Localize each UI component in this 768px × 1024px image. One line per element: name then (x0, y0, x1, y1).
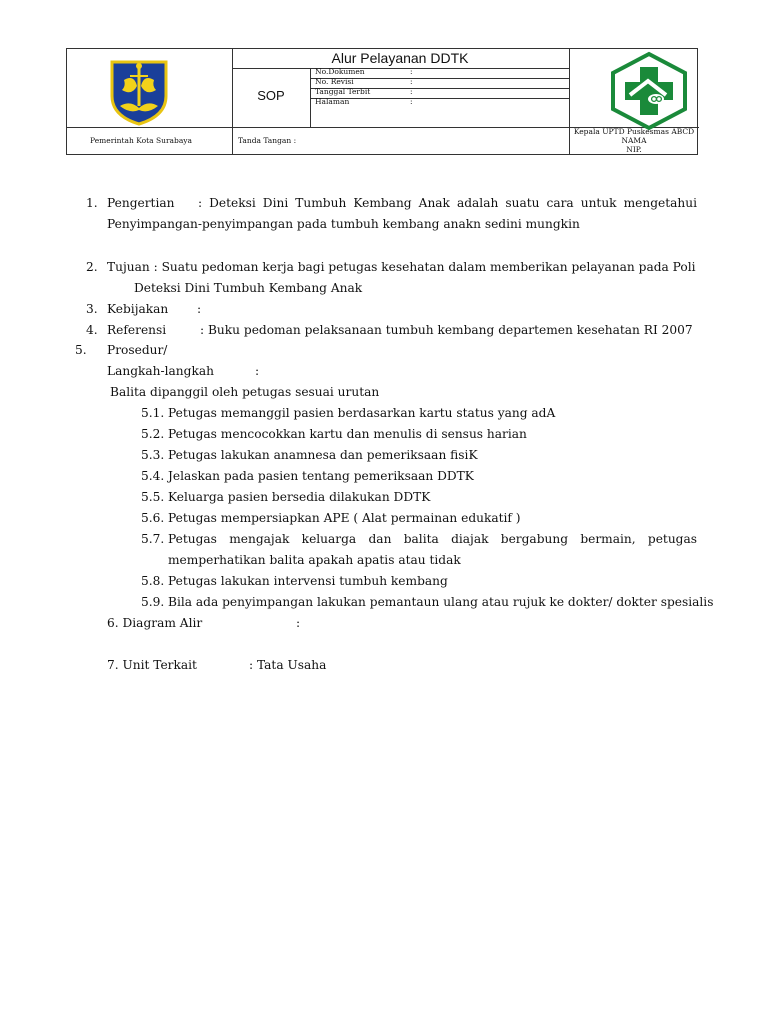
item-number: 5. (75, 343, 87, 357)
item-label-steps: Langkah-langkah (107, 364, 214, 378)
head-title: Kepala UPTD Puskesmas ABCD (573, 127, 695, 136)
meta-colon: : (410, 97, 413, 106)
objective-text-cont: Deteksi Dini Tumbuh Kembang Anak (134, 281, 363, 295)
meta-colon: : (410, 67, 413, 76)
meta-colon: : (410, 77, 413, 86)
step-number: 5.6. (141, 511, 165, 525)
step-number: 5.3. (141, 448, 165, 462)
sop-label: SOP (257, 88, 285, 103)
step-text: Petugas mengajak keluarga dan balita diajak bergabung bermain, petugas (168, 532, 697, 546)
step-text: Bila ada penyimpangan lakukan pemantaun ulang atau rujuk ke dokter/ dokter spesialis (168, 595, 714, 609)
reference-text: : Buku pedoman pelaksanaan tumbuh kembang departemen kesehatan RI 2007 (200, 323, 693, 337)
meta-label-document-number: No.Dokumen (315, 67, 365, 76)
item-label-reference: Referensi (107, 323, 167, 337)
step-text: Petugas mencocokkan kartu dan menulis di sensus harian (168, 427, 527, 441)
left-footer-text: Pemerintah Kota Surabaya (90, 136, 193, 145)
head-signature-block (570, 127, 698, 154)
item-number: 4. (86, 323, 98, 337)
item-number: 3. (86, 302, 98, 316)
item-label-procedure: Prosedur/ (107, 343, 168, 357)
meta-label-issue-date: Tanggal Terbit (315, 87, 371, 96)
step-number: 5.7. (141, 532, 165, 546)
step-text: Petugas lakukan anamnesa dan pemeriksaan fisiK (168, 448, 478, 462)
city-crest-logo (104, 56, 174, 126)
step-number: 5.1. (141, 406, 165, 420)
step-text: Petugas lakukan intervensi tumbuh kembang (168, 574, 448, 588)
head-nip: NIP. (626, 145, 642, 154)
step-number: 5.9. (141, 595, 165, 609)
signature-label: Tanda Tangan : (238, 136, 297, 145)
puskesmas-logo (608, 51, 690, 131)
objective-text: Tujuan : Suatu pedoman kerja bagi petugas kesehatan dalam memberikan pelayanan pada Poli (107, 260, 696, 274)
policy-colon: : (197, 302, 202, 316)
definition-text-cont: Penyimpangan-penyimpangan pada tumbuh kembang anakn sedini mungkin (107, 217, 580, 231)
meta-label-page: Halaman (315, 97, 350, 106)
step-number: 5.4. (141, 469, 165, 483)
flow-diagram-colon: : (296, 616, 301, 630)
document-title: Alur Pelayanan DDTK (331, 50, 469, 66)
step-text: Keluarga pasien bersedia dilakukan DDTK (168, 490, 431, 504)
meta-colon: : (410, 87, 413, 96)
item-number: 2. (86, 260, 98, 274)
step-number: 5.2. (141, 427, 165, 441)
step-number: 5.8. (141, 574, 165, 588)
divider (232, 68, 569, 69)
definition-text: : Deteksi Dini Tumbuh Kembang Anak adalah suatu cara untuk mengetahui (198, 196, 697, 210)
item-label-flow-diagram: 6. Diagram Alir (107, 616, 203, 630)
step-text: Jelaskan pada pasien tentang pemeriksaan DDTK (168, 469, 474, 483)
head-name: NAMA (621, 136, 647, 145)
step-text: Petugas mempersiapkan APE ( Alat permainan edukatif ) (168, 511, 521, 525)
item-label-related-unit: 7. Unit Terkait (107, 658, 197, 672)
step-text: Petugas memanggil pasien berdasarkan kartu status yang adA (168, 406, 556, 420)
procedure-colon: : (255, 364, 260, 378)
item-label-definition: Pengertian (107, 196, 175, 210)
procedure-intro: Balita dipanggil oleh petugas sesuai urutan (110, 385, 380, 399)
item-number: 1. (86, 196, 98, 210)
item-label-policy: Kebijakan (107, 302, 169, 316)
related-unit-text: : Tata Usaha (249, 658, 327, 672)
step-number: 5.5. (141, 490, 165, 504)
step-text-cont: memperhatikan balita apakah apatis atau tidak (168, 553, 461, 567)
meta-label-revision: No. Revisi (315, 77, 354, 86)
